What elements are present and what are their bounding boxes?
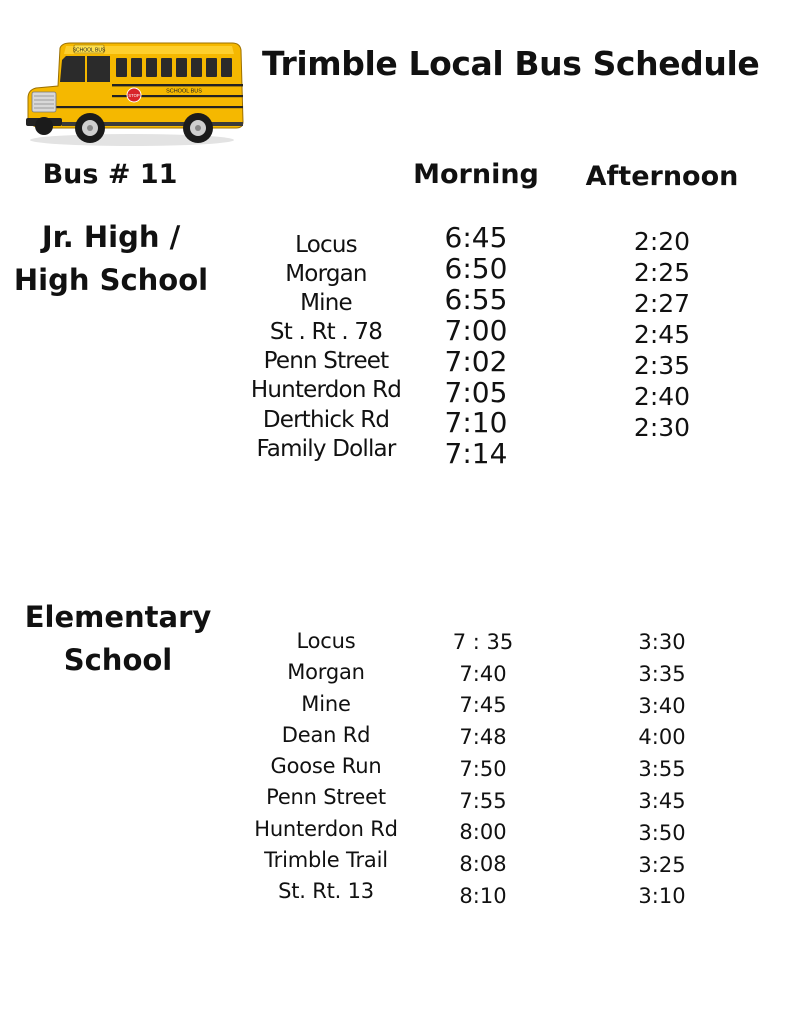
stop-name: Trimble Trail	[264, 848, 388, 873]
stop-name: St. Rt. 13	[278, 879, 374, 904]
afternoon-time: 3:40	[638, 693, 686, 718]
afternoon-time: 3:35	[638, 661, 686, 686]
high-school-afternoon-times	[602, 226, 722, 443]
elementary-title-line2: School	[63, 643, 173, 677]
stop-sign-text: STOP	[128, 93, 140, 98]
stop-name: Dean Rd	[281, 722, 371, 747]
high-school-title-line1: Jr. High /	[41, 220, 181, 254]
stop-name: Locus	[295, 232, 357, 258]
morning-time: 6:50	[444, 251, 508, 285]
stop-name: St . Rt . 78	[269, 319, 383, 346]
afternoon-time: 3:50	[638, 820, 686, 845]
morning-time: 7:55	[459, 788, 507, 813]
afternoon-time: 2:25	[633, 258, 691, 287]
stop-name: Locus	[296, 629, 356, 653]
morning-time: 7:14	[444, 437, 508, 471]
afternoon-time: 4:00	[638, 725, 686, 750]
stop-name: Morgan	[287, 660, 365, 685]
stop-name: Penn Street	[263, 348, 389, 375]
elementary-section-title	[0, 596, 236, 682]
afternoon-time: 2:40	[633, 382, 691, 411]
morning-time: 6:45	[444, 221, 508, 254]
school-bus-image	[22, 40, 246, 150]
morning-time: 7:40	[459, 661, 507, 686]
stop-name: Penn Street	[266, 785, 386, 810]
afternoon-time: 3:55	[638, 757, 686, 782]
morning-time: 7 : 35	[452, 630, 514, 654]
morning-time: 7:00	[444, 313, 508, 347]
stop-name: Mine	[301, 691, 351, 716]
elementary-title-line1: Elementary	[24, 600, 212, 634]
roof-sign-text: SCHOOL BUS	[72, 47, 106, 54]
high-school-section-title	[0, 216, 222, 302]
stop-name: Goose Run	[270, 754, 382, 779]
afternoon-time: 2:20	[633, 227, 691, 256]
afternoon-time: 3:45	[638, 788, 686, 813]
stop-name: Derthick Rd	[262, 406, 390, 433]
afternoon-time: 2:35	[633, 351, 691, 380]
stop-name: Hunterdon Rd	[250, 377, 402, 404]
morning-time: 7:05	[444, 375, 508, 409]
morning-time: 8:08	[459, 851, 507, 876]
high-school-morning-times	[415, 223, 537, 470]
page-title: Trimble Local Bus Schedule	[262, 44, 760, 83]
morning-time: 7:10	[444, 406, 508, 440]
morning-column-header: Morning	[413, 159, 539, 190]
morning-time: 8:10	[459, 883, 507, 908]
afternoon-time: 2:27	[633, 289, 691, 318]
stop-name: Morgan	[285, 261, 367, 288]
afternoon-time: 3:25	[638, 852, 686, 877]
afternoon-column-header: Afternoon	[585, 161, 739, 192]
morning-time: 7:45	[459, 693, 507, 718]
morning-time: 7:50	[459, 756, 507, 781]
afternoon-time: 3:30	[638, 630, 686, 654]
afternoon-time: 2:45	[633, 320, 691, 349]
morning-time: 7:48	[459, 725, 507, 750]
afternoon-time: 2:30	[633, 413, 691, 442]
bus-number-label: Bus # 11	[42, 159, 178, 190]
morning-time: 7:02	[444, 344, 508, 378]
stop-name: Mine	[300, 290, 352, 317]
morning-time: 6:55	[444, 282, 508, 316]
morning-time: 8:00	[459, 820, 507, 845]
elementary-morning-times	[422, 627, 544, 912]
elementary-stops-list	[226, 626, 426, 908]
high-school-stops-list	[226, 231, 426, 464]
side-sign-text: SCHOOL BUS	[166, 88, 202, 95]
stop-name: Hunterdon Rd	[254, 816, 398, 841]
afternoon-time: 3:10	[638, 884, 686, 909]
stop-name: Family Dollar	[256, 435, 396, 462]
elementary-afternoon-times	[602, 627, 722, 913]
high-school-title-line2: High School	[13, 263, 209, 297]
